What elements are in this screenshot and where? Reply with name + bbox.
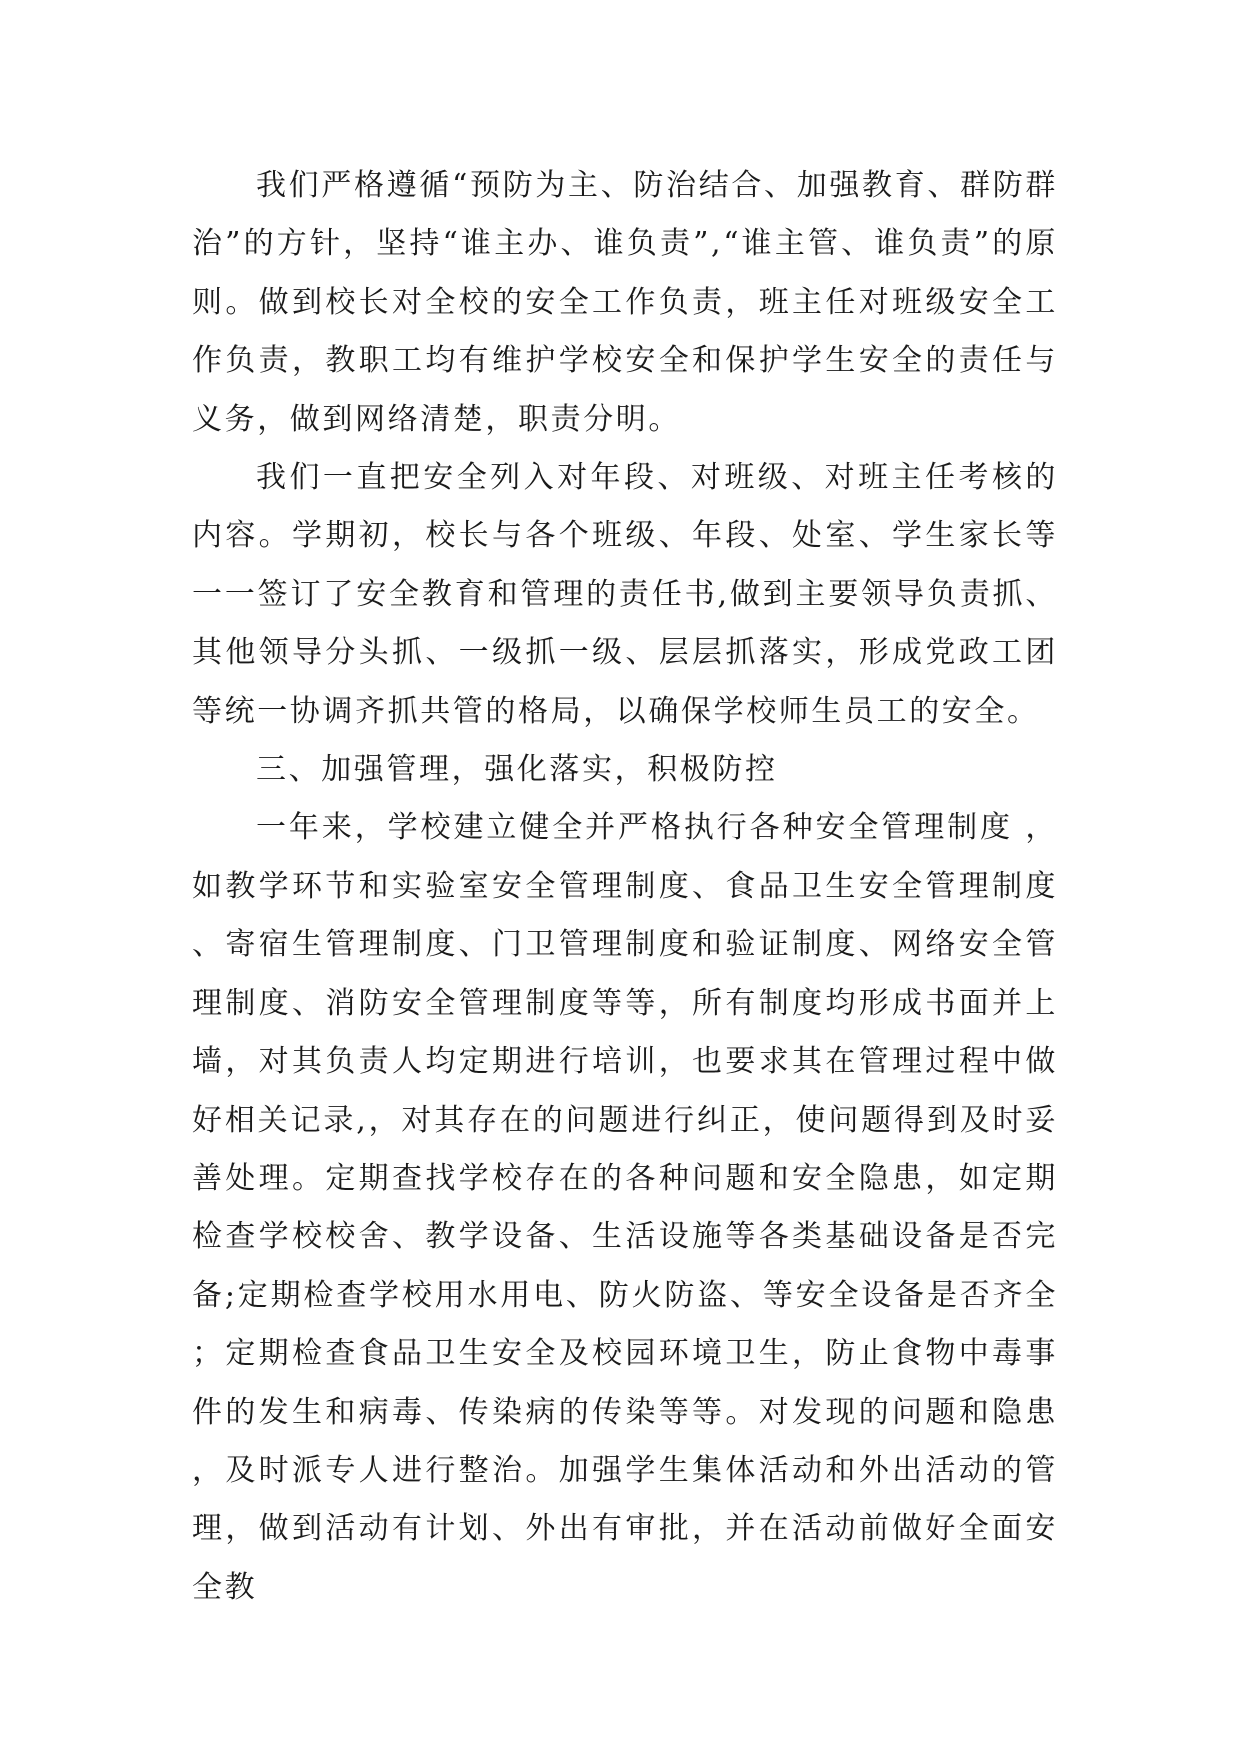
document-body <box>192 157 1058 1617</box>
paragraph-responsibility-principle: 我们严格遵循“预防为主、防治结合、加强教育、群防群治”的方针，坚持“谁主办、谁负责”,“谁主管、谁负责”的原则。做到校长对全校的安全工作负责，班主任对班级安全工作负责，教职工均有维护学校安全和保护学生安全的责任与义务，做到网络清楚，职责分明。 <box>192 168 1058 437</box>
paragraph-assessment-responsibility: 我们一直把安全列入对年段、对班级、对班主任考核的内容。学期初，校长与各个班级、年段、处室、学生家长等一一签订了安全教育和管理的责任书,做到主要领导负责抓、其他领导分头抓、一级抓一级、层层抓落实，形成党政工团等统一协调齐抓共管的格局，以确保学校师生员工的安全。 <box>192 460 1058 729</box>
section-heading: 三、加强管理，强化落实，积极防控 <box>256 752 778 788</box>
paragraph-management-systems: 一年来，学校建立健全并严格执行各种安全管理制度 ，如教学环节和实验室安全管理制度、食品卫生安全管理制度、寄宿生管理制度、门卫管理制度和验证制度、网络安全管理制度、消防安全管理制度等等，所有制度均形成书面并上墙，对其负责人均定期进行培训，也要求其在管理过程中做好相关记录,，对其存在的问题进行纠正，使问题得到及时妥善处理。定期查找学校存在的各种问题和安全隐患，如定期检查学校校舍、教学设备、生活设施等各类基础设备是否完备;定期检查学校用水用电、防火防盗、等安全设备是否齐全；定期检查食品卫生安全及校园环境卫生，防止食物中毒事件的发生和病毒、传染病的传染等等。对发现的问题和隐患，及时派专人进行整治。加强学生集体活动和外出活动的管理，做到活动有计划、外出有审批，并在活动前做好全面安全教 <box>192 810 1058 1605</box>
